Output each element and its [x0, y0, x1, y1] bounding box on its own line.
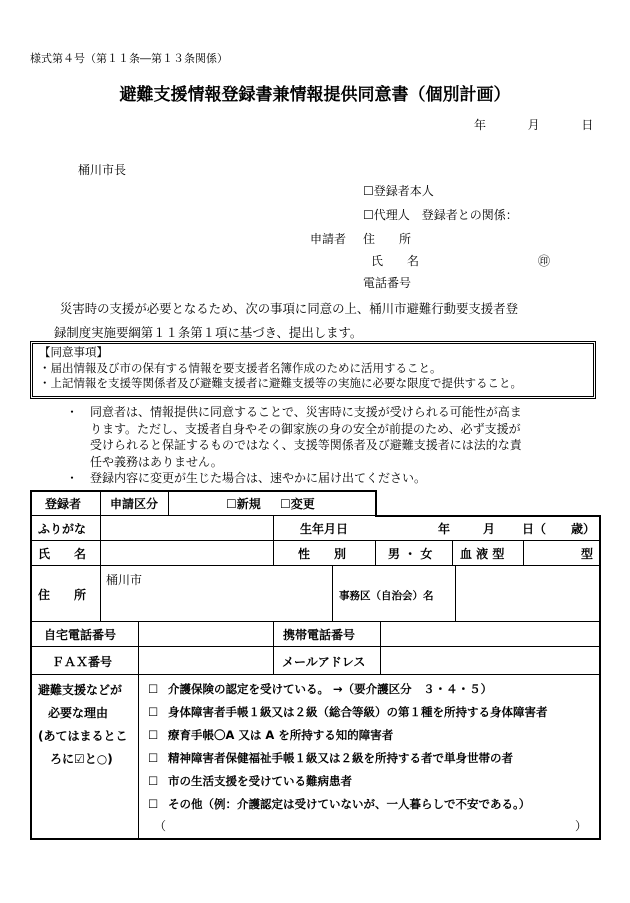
form-number: 様式第４号（第１１条―第１３条関係）	[30, 52, 228, 65]
reason-label-line: ろに☑と○)	[50, 752, 113, 766]
statement-paragraph	[54, 297, 590, 345]
proxy-option[interactable]: ☐代理人 登録者との関係：	[363, 208, 518, 222]
note-item	[60, 404, 580, 470]
applicant-phone-label: 電話番号	[363, 276, 412, 290]
notes	[60, 404, 580, 487]
reason-label-line: 必要な理由	[48, 706, 109, 720]
home-phone-label: 自宅電話番号	[44, 628, 117, 642]
date-line	[474, 116, 593, 133]
checkbox-icon[interactable]: ☐	[148, 682, 159, 696]
district-label: 事務区（自治会）名	[339, 590, 434, 602]
birth-month: 月	[483, 522, 496, 536]
blood-type-suffix: 型	[581, 547, 594, 561]
email-label: メールアドレス	[282, 655, 366, 669]
fax-label: ＦＡＸ番号	[52, 655, 113, 669]
note-bullet: ・	[66, 471, 79, 485]
reason-item[interactable]: ☐ 介護保険の認定を受けている。 →（要介護区分 ３・４・５）	[148, 682, 493, 696]
consent-box	[30, 341, 596, 399]
checkbox-icon[interactable]: ☐	[148, 705, 159, 719]
checkbox-icon[interactable]: ☐	[148, 728, 159, 742]
reason-item[interactable]: ☐ 身体障害者手帳１級又は２級（総合等級）の第１種を所持する身体障害者	[148, 705, 548, 719]
statement-line-2: 録制度実施要綱第１１条第１項に基づき、提出します。	[54, 325, 363, 340]
consent-item: ・届出情報及び市の保有する情報を要支援者名簿作成のために活用すること。	[39, 360, 442, 375]
reason-item[interactable]: ☐ 精神障害者保健福祉手帳１級又は２級を所持する者で単身世帯の者	[148, 751, 513, 765]
consent-item: ・上記情報を支援等関係者及び避難支援者に避難支援等の実施に必要な限度で提供すること。	[39, 376, 522, 390]
address-label: 住 所	[38, 588, 87, 602]
other-paren-open: （	[154, 819, 167, 833]
note-line: ります。ただし、支援者自身やその御家族の身の安全が前提のため、必ず支援が	[90, 421, 521, 436]
addressee: 桶川市長	[78, 163, 127, 177]
reason-label-line: (あてはまるとこ	[38, 729, 128, 743]
address-value: 桶川市	[106, 573, 143, 587]
date-day: 日	[581, 118, 594, 132]
age-label: 歳）	[571, 522, 596, 536]
name-label: 氏 名	[38, 547, 87, 561]
statement-line-1: 災害時の支援が必要となるため、次の事項に同意の上、桶川市避難行動要支援者登	[60, 301, 518, 316]
note-line: 同意者は、情報提供に同意することで、災害時に支援が受けられる可能性が高ま	[90, 405, 522, 419]
reason-label-line: 避難支援などが	[38, 683, 123, 697]
seal-mark: ㊞	[538, 254, 551, 268]
note-bullet: ・	[66, 405, 79, 419]
date-year: 年	[474, 118, 487, 132]
new-option[interactable]: ☐新規	[226, 497, 261, 511]
furigana-label: ふりがな	[38, 522, 87, 536]
note-item	[60, 470, 580, 487]
birth-day: 日（	[522, 522, 547, 536]
reason-item[interactable]: ☐ その他（例：介護認定は受けていないが、一人暮らしで不安である。）	[148, 797, 531, 811]
birth-year: 年	[438, 522, 451, 536]
checkbox-icon[interactable]: ☐	[148, 751, 159, 765]
sex-label: 性 別	[298, 547, 347, 561]
application-type-label: 申請区分	[110, 497, 159, 511]
applicant-name-label: 氏 名	[371, 254, 420, 268]
mobile-phone-label: 携帯電話番号	[283, 628, 356, 642]
consent-heading: 【同意事項】	[39, 345, 108, 359]
note-line: 受けられると保証するものではなく、支援等関係者及び避難支援者には法的な責	[90, 438, 522, 452]
document-title: 避難支援情報登録書兼情報提供同意書（個別計画）	[119, 85, 511, 105]
change-option[interactable]: ☐変更	[280, 497, 315, 511]
date-month: 月	[527, 118, 540, 132]
sex-options[interactable]: 男 ・ 女	[388, 547, 433, 561]
self-option[interactable]: ☐登録者本人	[363, 184, 434, 198]
checkbox-icon[interactable]: ☐	[148, 797, 159, 811]
applicant-address-label: 住 所	[363, 232, 412, 246]
birthdate-label: 生年月日	[300, 522, 349, 536]
registrant-label: 登録者	[45, 497, 82, 511]
reason-item[interactable]: ☐ 療育手帳〇A 又は A を所持する知的障害者	[148, 728, 394, 742]
note-line: 登録内容に変更が生じた場合は、速やかに届け出てください。	[90, 471, 427, 485]
blood-type-label: 血 液 型	[460, 547, 505, 561]
applicant-label: 申請者	[310, 232, 347, 246]
note-line: 任や義務はありません。	[90, 454, 223, 469]
registration-table	[30, 490, 601, 840]
other-paren-close: ）	[575, 819, 588, 833]
reason-item[interactable]: ☐ 市の生活支援を受けている難病患者	[148, 774, 352, 788]
checkbox-icon[interactable]: ☐	[148, 774, 159, 788]
